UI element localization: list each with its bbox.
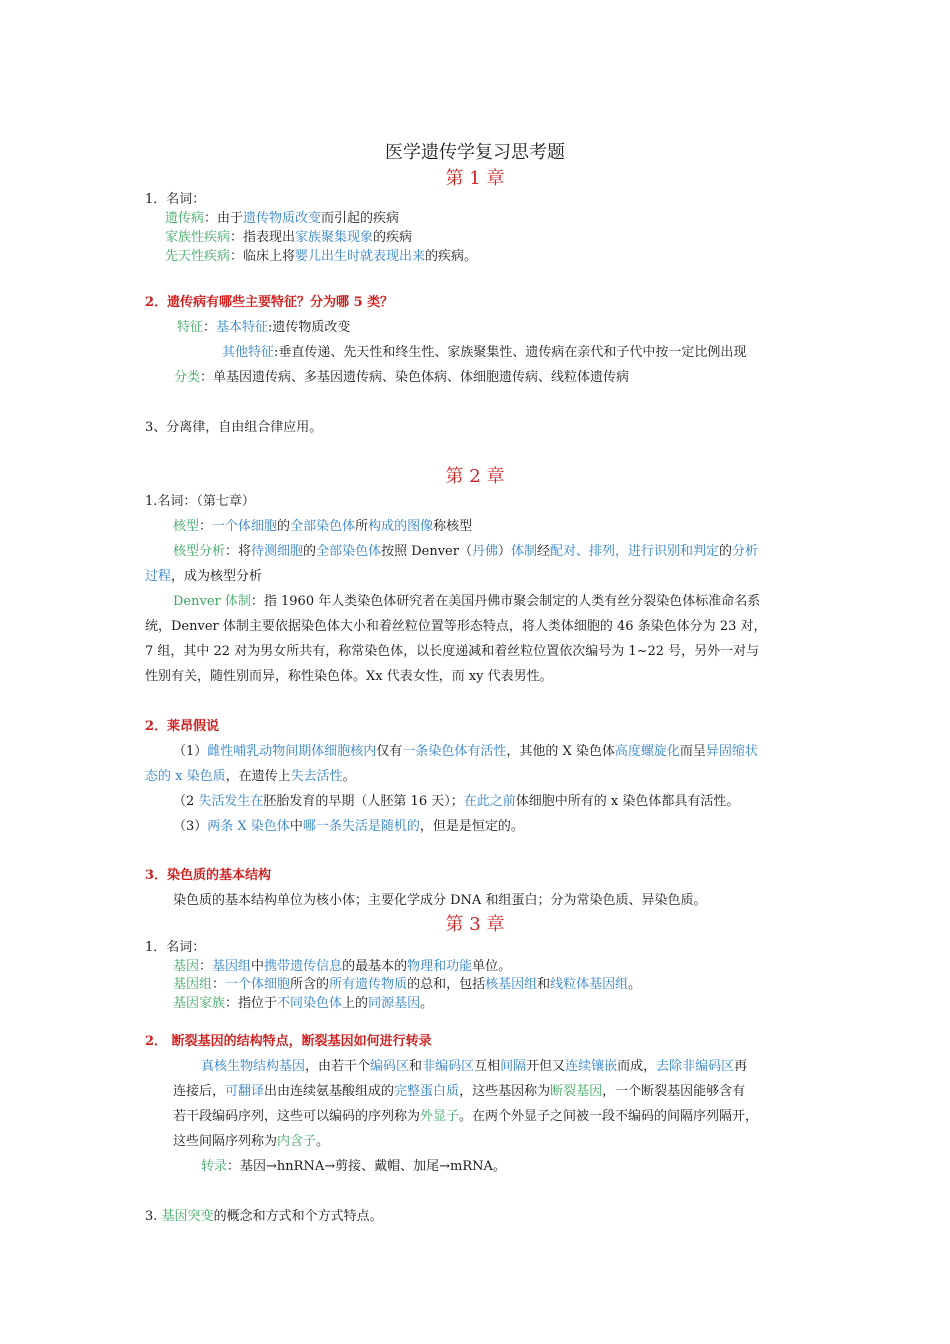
text-run: 3. [145, 1209, 162, 1224]
term-label: 先天性疾病 [165, 249, 231, 264]
highlighted-text: 携带遗传信息 [264, 959, 343, 974]
highlighted-text: 去除非编码区 [656, 1059, 735, 1074]
term-label: 分类 [174, 370, 201, 385]
text-line [173, 743, 758, 761]
highlighted-text: 全部染色体 [290, 519, 356, 534]
text-run: 再 [734, 1059, 748, 1074]
text-line [145, 493, 255, 511]
chapter-title: 第 2 章 [445, 466, 505, 487]
text-run: 开但又 [526, 1059, 566, 1074]
term-label: 核型 [173, 519, 200, 534]
term-label: 基因 [173, 959, 200, 974]
text-run: 的疾病。 [425, 249, 478, 264]
highlighted-text: 两条 X 染色体 [207, 819, 290, 834]
term-definition [165, 229, 412, 247]
text-line [174, 369, 629, 387]
highlighted-text: 待测细胞 [251, 544, 304, 559]
text-run: 。 [420, 996, 434, 1011]
term-definition [165, 210, 399, 228]
highlighted-text: 同源基因 [368, 996, 421, 1011]
text-run: 性别有关，随性别而异，称性染色体。Xx 代表女性，而 xy 代表男性。 [145, 669, 553, 684]
chapter-title: 第 3 章 [445, 914, 505, 935]
text-run: 中 [289, 819, 303, 834]
text-line [145, 618, 767, 636]
text-run: 而引起的疾病 [321, 211, 400, 226]
text-run: ：由于 [204, 211, 244, 226]
term-label: 遗传病 [165, 211, 205, 226]
highlighted-text: 一个体细胞 [225, 977, 291, 992]
text-run: （1） [173, 744, 208, 759]
text-run: 称核型 [433, 519, 473, 534]
text-run: 和 [409, 1059, 423, 1074]
highlighted-text: 分析 [732, 544, 759, 559]
document-title: 医学遗传学复习思考题 [385, 142, 565, 163]
term-definition [173, 958, 511, 976]
text-run: :垂直传递、先天性和终生性、家族聚集性、遗传病在亲代和子代中按一定比例出现 [274, 345, 747, 360]
text-line [173, 818, 524, 836]
text-line [222, 344, 746, 362]
highlighted-text: 核基因组 [485, 977, 538, 992]
text-run: ：单基因遗传病、多基因遗传病、染色体病、体细胞遗传病、线粒体遗传病 [200, 370, 630, 385]
text-run: 互相 [474, 1059, 501, 1074]
text-run: 连接后， [173, 1084, 226, 1099]
highlighted-text: 不同染色体 [277, 996, 343, 1011]
text-run: 。 [342, 769, 356, 784]
text-run: 的 [303, 544, 317, 559]
text-run: 3、分离律，自由组合律应用。 [145, 420, 323, 435]
text-run: 染色质的基本结构单位为核小体；主要化学成分 DNA 和组蛋白；分为常染色质、异染色质。 [173, 893, 707, 908]
text-line [177, 319, 350, 337]
text-run: 1．名词： [145, 192, 206, 207]
highlighted-text: 线粒体基因组 [550, 977, 629, 992]
text-run: （2 [173, 794, 199, 809]
highlighted-text: 连续镶嵌 [565, 1059, 618, 1074]
text-run: ： [203, 320, 217, 335]
highlighted-text: 丹佛 [471, 544, 498, 559]
highlighted-text: 哪一条失活是随机的 [302, 819, 420, 834]
section-heading [145, 867, 271, 885]
text-line [145, 191, 205, 209]
text-run: ：指位于 [225, 996, 278, 1011]
highlighted-text: 构成的图像 [368, 519, 434, 534]
text-run: 单位。 [472, 959, 512, 974]
highlighted-text: 编码区 [370, 1059, 410, 1074]
highlighted-text: 物理和功能 [407, 959, 473, 974]
text-run: ，一个断裂基因能够含有 [602, 1084, 746, 1099]
heading-text: 2．遗传病有哪些主要特征？分为哪 5 类？ [145, 295, 394, 310]
text-line [145, 668, 553, 686]
text-run: 。 [628, 977, 642, 992]
text-run: 的 [719, 544, 733, 559]
highlighted-text: 雌性哺乳动物间期体细胞核内 [207, 744, 377, 759]
term-label: 断裂基因 [550, 1084, 603, 1099]
text-run: 若干段编码序列，这些可以编码的序列称为 [173, 1109, 421, 1124]
text-run: ，在遗传上 [225, 769, 291, 784]
text-run: ，其他的 X 染色体 [506, 744, 615, 759]
text-run: ：基因→hnRNA→剪接、戴帽、加尾→mRNA。 [227, 1159, 506, 1174]
section-heading [145, 1033, 432, 1051]
text-line [173, 1133, 329, 1151]
highlighted-text: 全部染色体 [316, 544, 382, 559]
highlighted-text: 其他特征 [222, 345, 275, 360]
highlighted-text: 完整蛋白质 [394, 1084, 460, 1099]
highlighted-text: 真核生物结构基因 [201, 1059, 306, 1074]
text-run: ，由若干个 [305, 1059, 371, 1074]
text-run: 出由连续氨基酸组成的 [264, 1084, 395, 1099]
term-label: 内含子 [277, 1134, 317, 1149]
heading-text: 2． 断裂基因的结构特点，断裂基因如何进行转录 [145, 1034, 432, 1049]
text-run: ：临床上将 [230, 249, 296, 264]
text-run: 的概念和方式和个方式特点。 [213, 1209, 383, 1224]
text-run: 的疾病 [373, 230, 413, 245]
highlighted-text: 过程 [145, 569, 172, 584]
text-run: 统，Denver 体制主要依据染色体大小和着丝粒位置等形态特点，将人类体细胞的 46 条染色体分为 23 对， [145, 619, 767, 634]
highlighted-text: 失活发生在 [198, 794, 264, 809]
highlighted-text: 遗传物质改变 [243, 211, 322, 226]
text-run: 。 [316, 1134, 330, 1149]
term-label: 基因组 [173, 977, 213, 992]
highlighted-text: 婴儿出生时就表现出来 [295, 249, 426, 264]
term-label: 基因突变 [161, 1209, 214, 1224]
highlighted-text: 间隔 [500, 1059, 527, 1074]
text-line [145, 419, 322, 437]
text-line [201, 1058, 747, 1076]
text-line [173, 1108, 758, 1126]
text-line [173, 892, 706, 910]
highlighted-text: 一条染色体有活性 [402, 744, 507, 759]
text-run: 中 [251, 959, 265, 974]
term-definition [173, 543, 758, 561]
term-label: 基因家族 [173, 996, 226, 1011]
text-run: 的 [277, 519, 291, 534]
text-line [201, 1158, 506, 1176]
text-line [145, 1208, 383, 1226]
text-run: 这些间隔序列称为 [173, 1134, 278, 1149]
highlighted-text: 一个体细胞 [212, 519, 278, 534]
text-run: ，成为核型分析 [171, 569, 263, 584]
term-definition [173, 593, 760, 611]
highlighted-text: 高度螺旋化 [614, 744, 680, 759]
term-definition [173, 995, 433, 1013]
highlighted-text: 家族聚集现象 [295, 230, 374, 245]
text-run: 1.名词：（第七章） [145, 494, 255, 509]
text-run: 的最基本的 [342, 959, 408, 974]
text-run: 所含的 [290, 977, 330, 992]
text-run: ） [497, 544, 511, 559]
text-run: 按照 Denver（ [381, 544, 472, 559]
heading-text: 3．染色质的基本结构 [145, 868, 272, 883]
text-run: :遗传物质改变 [268, 320, 351, 335]
text-line [145, 643, 759, 661]
text-run: 和 [537, 977, 551, 992]
highlighted-text: 态的 x 染色质 [145, 769, 226, 784]
term-definition [173, 518, 472, 536]
text-run: ： [199, 959, 213, 974]
highlighted-text: 基本特征 [216, 320, 269, 335]
heading-text: 2．莱昂假说 [145, 719, 220, 734]
text-line [145, 939, 205, 957]
chapter-title: 第 1 章 [445, 168, 505, 189]
text-run: ： [212, 977, 226, 992]
text-run: （3） [173, 819, 208, 834]
text-line [173, 793, 739, 811]
text-run: 胚胎发育的早期（人胚第 16 天）； [263, 794, 464, 809]
text-run: 仅有 [376, 744, 403, 759]
term-label: Denver 体制 [173, 594, 251, 609]
term-label: 家族性疾病 [165, 230, 231, 245]
text-run: 的总和，包括 [407, 977, 486, 992]
text-run: 而呈 [679, 744, 706, 759]
highlighted-text: 失去活性 [290, 769, 343, 784]
text-run: 而成， [617, 1059, 657, 1074]
term-definition [173, 976, 641, 994]
text-run: 经 [537, 544, 551, 559]
text-run: 1．名词： [145, 940, 206, 955]
highlighted-text: 可翻译 [225, 1084, 265, 1099]
term-label: 核型分析 [173, 544, 226, 559]
text-line [145, 568, 262, 586]
highlighted-text: 在此之前 [463, 794, 516, 809]
text-line [173, 1083, 745, 1101]
text-run: ：将 [225, 544, 252, 559]
highlighted-text: 配对、排列，进行识别和判定 [550, 544, 720, 559]
section-heading [145, 718, 219, 736]
term-definition [165, 248, 477, 266]
text-run: ，但是是恒定的。 [419, 819, 524, 834]
highlighted-text: 基因组 [212, 959, 252, 974]
text-run: 。在两个外显子之间被一段不编码的间隔序列隔开， [459, 1109, 759, 1124]
highlighted-text: 异固缩状 [705, 744, 758, 759]
text-run: ，这些基因称为 [459, 1084, 551, 1099]
text-run: 体细胞中所有的 x 染色体都具有活性。 [515, 794, 740, 809]
highlighted-text: 体制 [510, 544, 537, 559]
text-run: ：指表现出 [230, 230, 296, 245]
text-run: 上的 [342, 996, 369, 1011]
highlighted-text: 非编码区 [422, 1059, 475, 1074]
term-label: 转录 [201, 1159, 228, 1174]
text-run: ：指 1960 年人类染色体研究者在美国丹佛市聚会制定的人类有丝分裂染色体标准命名系 [250, 594, 761, 609]
text-line [145, 768, 356, 786]
highlighted-text: 所有遗传物质 [329, 977, 408, 992]
section-heading [145, 294, 393, 312]
text-run: 7 组，其中 22 对为男女所共有，称常染色体，以长度递减和着丝粒位置依次编号为 1~22 号，另外一对与 [145, 644, 760, 659]
text-run: ： [199, 519, 213, 534]
text-run: 所 [355, 519, 369, 534]
term-label: 外显子 [420, 1109, 460, 1124]
term-label: 特征 [177, 320, 204, 335]
